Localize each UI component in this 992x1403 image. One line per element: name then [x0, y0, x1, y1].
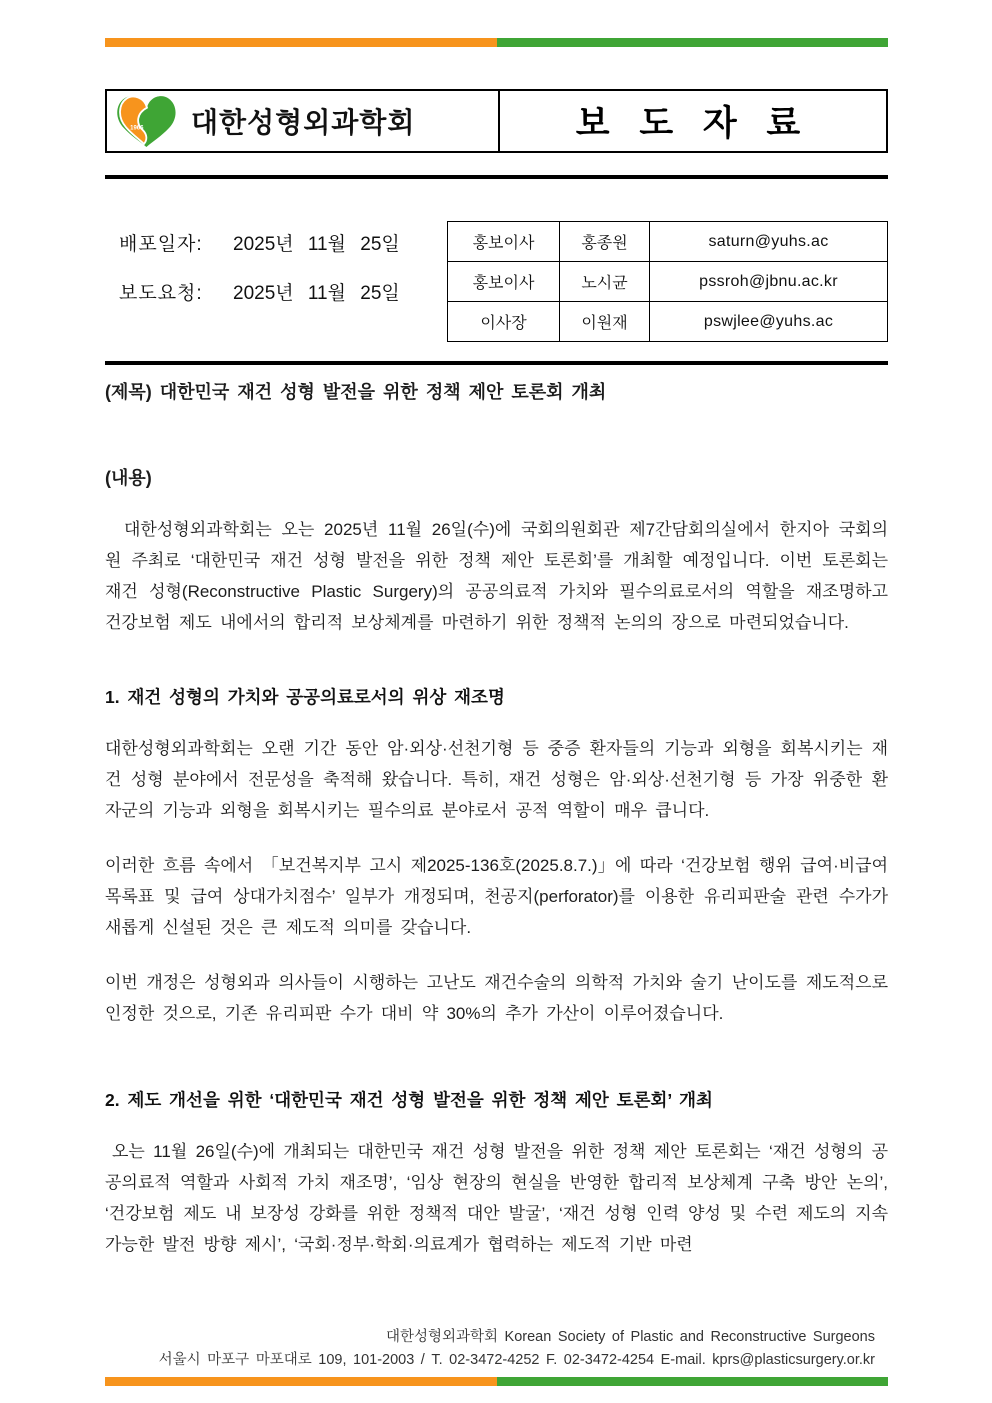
press-release-title: (제목) 대한민국 재건 성형 발전을 위한 정책 제안 토론회 개최	[105, 382, 607, 402]
bottom-bar-orange-segment	[105, 1377, 497, 1386]
footer	[159, 1326, 875, 1372]
page-content	[105, 0, 888, 1260]
request-date-label: 보도요청:	[119, 283, 203, 304]
body-paragraph-revision: 이번 개정은 성형외과 의사들이 시행하는 고난도 재건수술의 의학적 가치와 술기 난이도를 제도적으로 인정한 것으로, 기존 유리피판 수가 대비 약 30%의 추가 가산이 이루어졌습니다.	[105, 973, 888, 1023]
letterhead	[105, 89, 888, 153]
date-block	[105, 221, 447, 342]
request-date-line	[119, 278, 447, 305]
body-paragraph-forum-agenda: 오는 11월 26일(수)에 개최되는 대한민국 재건 성형 발전을 위한 정책 제안 토론회는 ‘재건 성형의 공공의료적 역할과 사회적 가치 재조명’, ‘임상 현장의 현실을 반영한 합리적 보상체계 구축 방안 논의’, ‘건강보험 제도 내 보장성 강화를 위한 정책적 대안 발굴’, ‘재건 성형 인력 양성 및 수련 제도의 지속 가능한 발전 방향 제시’, ‘국회·정부·학회·의료계가 협력하는 제도적 기반 마련	[105, 1142, 888, 1254]
top-bar-green-segment	[497, 38, 889, 47]
content-section-label: (내용)	[105, 468, 152, 488]
section-heading-1: 1. 재건 성형의 가치와 공공의료로서의 위상 재조명	[105, 687, 505, 707]
document-type-cell	[500, 91, 886, 151]
body-paragraph-expertise: 대한성형외과학회는 오랜 기간 동안 암·외상·선천기형 등 중증 환자들의 기능과 외형을 회복시키는 재건 성형 분야에서 전문성을 축적해 왔습니다. 특히, 재건 성형은 암·외상·선천기형 등 가장 위중한 환자군의 기능과 외형을 회복시키는 필수의료 분야로서 공적 역할이 매우 큽니다.	[105, 739, 888, 820]
release-date-label: 배포일자:	[119, 234, 203, 255]
release-date-value: 2025년 11월 25일	[233, 234, 400, 255]
contact-role: 홍보이사	[448, 262, 560, 302]
top-bar-orange-segment	[105, 38, 497, 47]
divider-rule-title	[105, 361, 888, 365]
contact-name: 노시균	[560, 262, 650, 302]
contact-row	[448, 302, 888, 342]
release-date-line	[119, 229, 447, 256]
organization-cell	[107, 91, 500, 151]
society-heart-logo-icon	[115, 92, 179, 150]
request-date-value: 2025년 11월 25일	[233, 283, 400, 304]
logo-year-text: 1966	[130, 125, 144, 132]
footer-society-line: 대한성형외과학회 Korean Society of Plastic and Reconstructive Surgeons	[385, 1329, 875, 1345]
contact-email: pssroh@jbnu.ac.kr	[650, 262, 888, 302]
contact-row	[448, 262, 888, 302]
organization-name: 대한성형외과학회	[191, 107, 416, 138]
contact-role: 홍보이사	[448, 222, 560, 262]
bottom-divider-bar	[105, 1377, 888, 1386]
contact-table	[447, 221, 888, 342]
body-paragraph-notice: 이러한 흐름 속에서 「보건복지부 고시 제2025-136호(2025.8.7.)」에 따라 ‘건강보험 행위 급여·비급여 목록표 및 급여 상대가치점수’ 일부가 개정되며, 천공지(perforator)를 이용한 유리피판술 관련 수가가 새롭게 신설된 것은 큰 제도적 의미를 갖습니다.	[105, 856, 888, 937]
contact-name: 홍종원	[560, 222, 650, 262]
contact-email: pswjlee@yuhs.ac	[650, 302, 888, 342]
contact-role: 이사장	[448, 302, 560, 342]
section-heading-2: 2. 제도 개선을 위한 ‘대한민국 재건 성형 발전을 위한 정책 제안 토론회’ 개최	[105, 1090, 713, 1110]
contact-name: 이원재	[560, 302, 650, 342]
divider-rule-header	[105, 175, 888, 179]
meta-section	[105, 221, 888, 342]
contact-email: saturn@yuhs.ac	[650, 222, 888, 262]
contact-row	[448, 222, 888, 262]
footer-address-line: 서울시 마포구 마포대로 109, 101-2003 / T. 02-3472-4252 F. 02-3472-4254 E-mail. kprs@plasticsurgery.or.kr	[158, 1352, 875, 1368]
top-divider-bar	[105, 38, 888, 47]
body-paragraph-intro: 대한성형외과학회는 오는 2025년 11월 26일(수)에 국회의원회관 제7간담회의실에서 한지아 국회의원 주최로 ‘대한민국 재건 성형 발전을 위한 정책 제안 토론회’를 개최할 예정입니다. 이번 토론회는 재건 성형(Reconstructive Plastic Surgery)의 공공의료적 가치와 필수의료로서의 역할을 재조명하고 건강보험 제도 내에서의 합리적 보상체계를 마련하기 위한 정책적 논의의 장으로 마련되었습니다.	[105, 520, 888, 632]
bottom-bar-green-segment	[497, 1377, 889, 1386]
document-type-label: 보 도 자 료	[575, 104, 811, 143]
